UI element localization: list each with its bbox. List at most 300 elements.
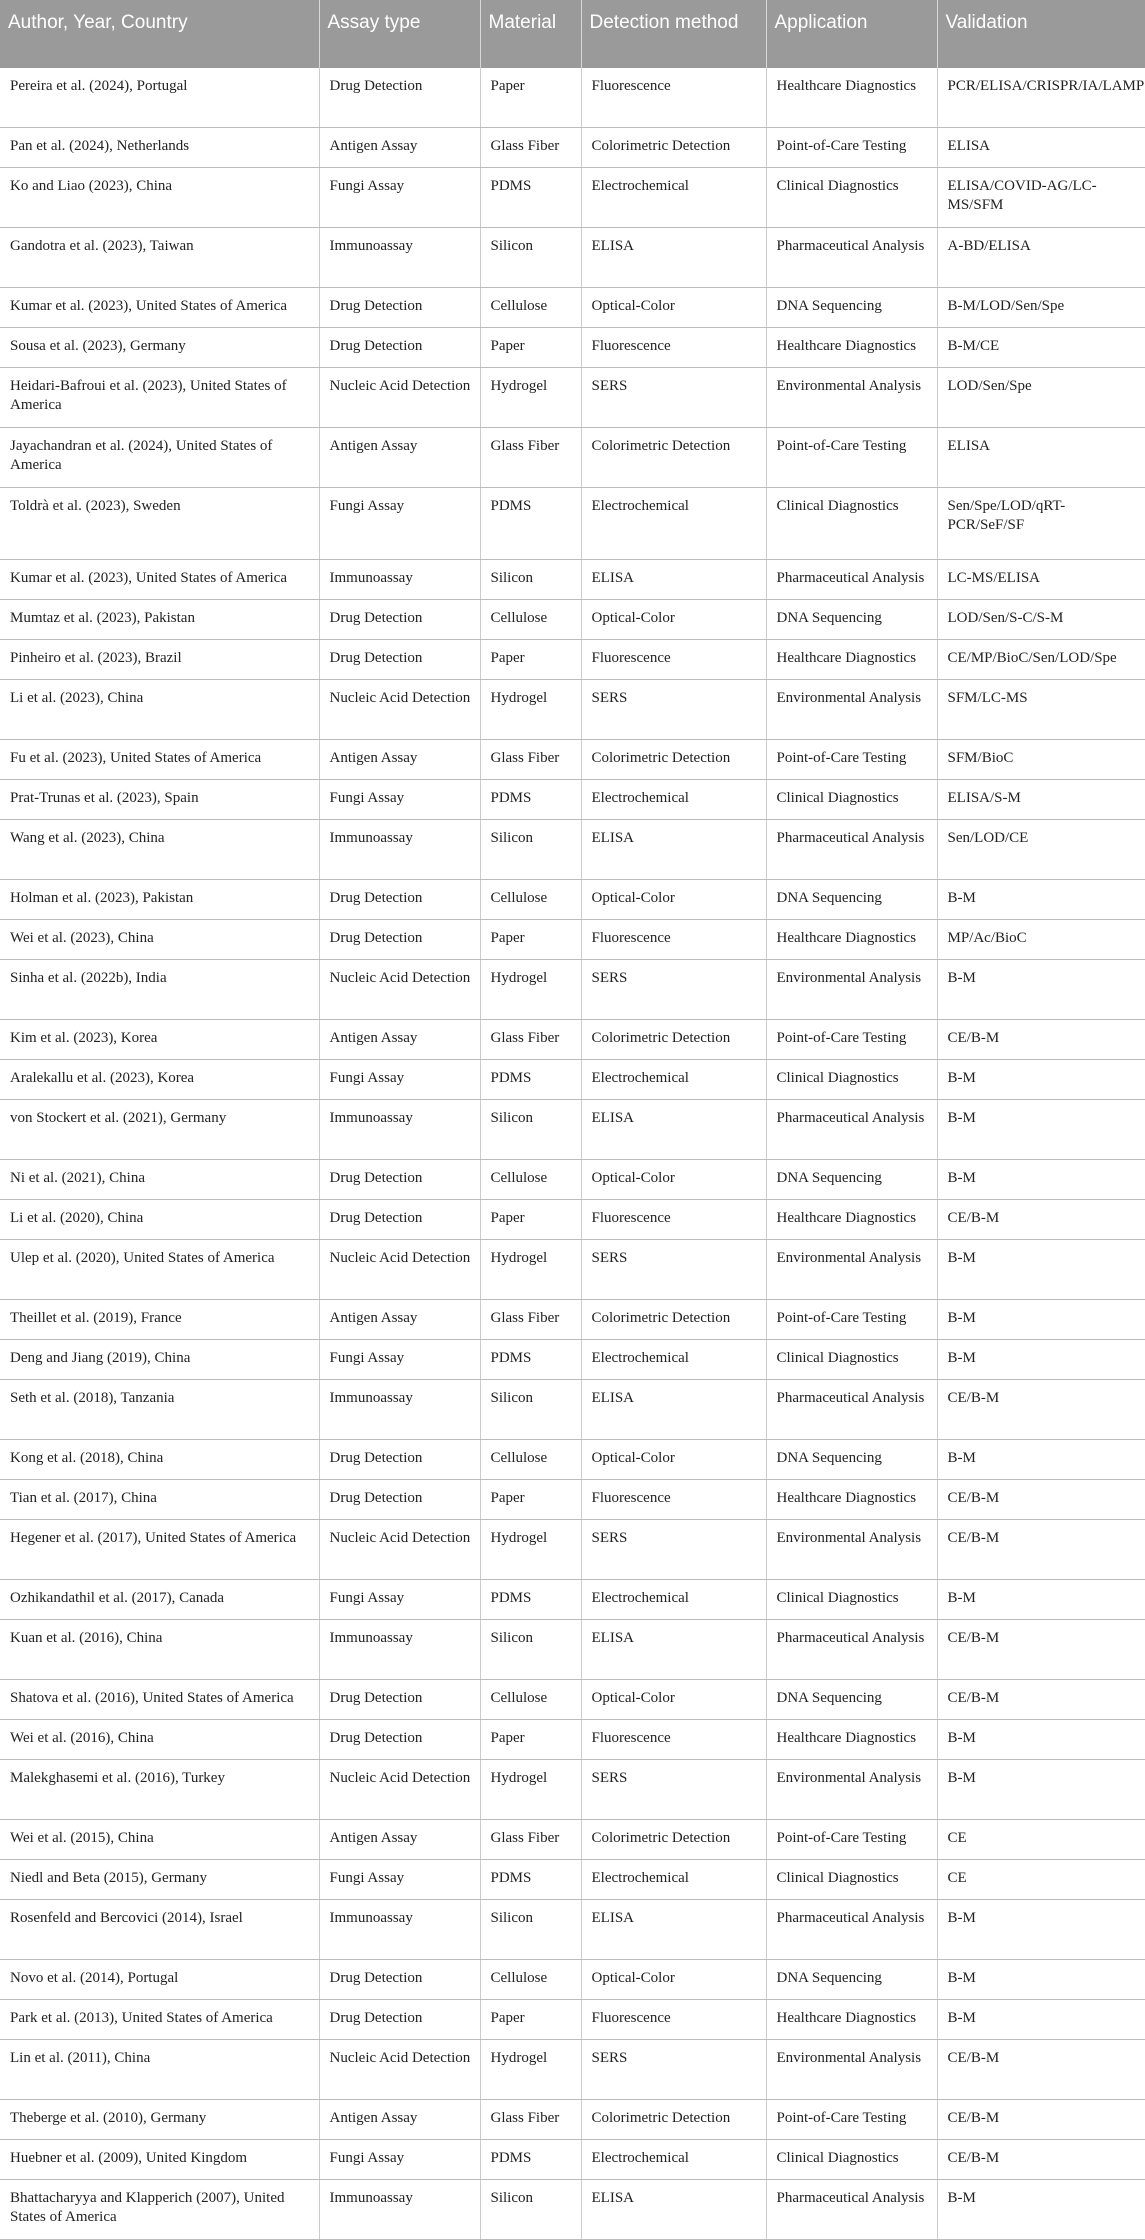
cell-application: DNA Sequencing [766,1440,937,1480]
cell-material: Hydrogel [480,680,581,740]
cell-author: Lin et al. (2011), China [0,2040,319,2100]
cell-validation: Sen/Spe/LOD/qRT-PCR/SeF/SF [937,488,1145,560]
cell-validation: B-M [937,880,1145,920]
cell-detection-method: Fluorescence [581,1720,766,1760]
table-row [0,328,1145,368]
cell-application: Clinical Diagnostics [766,1860,937,1900]
cell-application: Healthcare Diagnostics [766,2000,937,2040]
cell-application: Clinical Diagnostics [766,488,937,560]
cell-application: Point-of-Care Testing [766,128,937,168]
cell-material: Cellulose [480,1440,581,1480]
table-row [0,1340,1145,1380]
cell-detection-method: SERS [581,2040,766,2100]
cell-material: Cellulose [480,1160,581,1200]
cell-detection-method: Electrochemical [581,1860,766,1900]
cell-author: Theberge et al. (2010), Germany [0,2100,319,2140]
cell-application: Environmental Analysis [766,368,937,428]
cell-application: DNA Sequencing [766,288,937,328]
cell-assay-type: Drug Detection [319,1200,480,1240]
cell-material: Silicon [480,1900,581,1960]
cell-validation: ELISA/S-M [937,780,1145,820]
cell-material: Glass Fiber [480,128,581,168]
cell-validation: LOD/Sen/Spe [937,368,1145,428]
header-application: Application [766,0,937,68]
cell-material: Cellulose [480,1960,581,2000]
cell-assay-type: Nucleic Acid Detection [319,1760,480,1820]
cell-validation: CE/MP/BioC/Sen/LOD/Spe [937,640,1145,680]
cell-material: Glass Fiber [480,740,581,780]
cell-validation: B-M [937,1300,1145,1340]
cell-detection-method: Colorimetric Detection [581,1300,766,1340]
table-row [0,2000,1145,2040]
cell-detection-method: ELISA [581,1620,766,1680]
table-row [0,488,1145,560]
cell-application: Clinical Diagnostics [766,1340,937,1380]
cell-assay-type: Antigen Assay [319,128,480,168]
cell-assay-type: Drug Detection [319,640,480,680]
cell-validation: CE/B-M [937,2100,1145,2140]
cell-material: Paper [480,1480,581,1520]
cell-validation: ELISA [937,128,1145,168]
cell-author: Theillet et al. (2019), France [0,1300,319,1340]
cell-detection-method: ELISA [581,1380,766,1440]
cell-material: Cellulose [480,288,581,328]
table-row [0,1240,1145,1300]
cell-validation: PCR/ELISA/CRISPR/IA/LAMP [937,68,1145,128]
cell-application: DNA Sequencing [766,1160,937,1200]
table-row [0,368,1145,428]
cell-material: PDMS [480,780,581,820]
cell-assay-type: Immunoassay [319,228,480,288]
cell-validation: B-M [937,960,1145,1020]
cell-validation: B-M [937,2180,1145,2240]
cell-validation: B-M [937,1440,1145,1480]
cell-material: PDMS [480,1860,581,1900]
cell-assay-type: Antigen Assay [319,1820,480,1860]
cell-assay-type: Nucleic Acid Detection [319,680,480,740]
cell-assay-type: Immunoassay [319,1100,480,1160]
cell-author: Tian et al. (2017), China [0,1480,319,1520]
cell-application: Environmental Analysis [766,1760,937,1820]
cell-author: Li et al. (2020), China [0,1200,319,1240]
cell-application: DNA Sequencing [766,1960,937,2000]
cell-validation: CE/B-M [937,2040,1145,2100]
cell-material: PDMS [480,168,581,228]
cell-validation: B-M/LOD/Sen/Spe [937,288,1145,328]
cell-assay-type: Fungi Assay [319,168,480,228]
cell-application: Point-of-Care Testing [766,428,937,488]
cell-detection-method: Optical-Color [581,288,766,328]
cell-detection-method: Optical-Color [581,1160,766,1200]
table-row [0,1020,1145,1060]
cell-author: Kong et al. (2018), China [0,1440,319,1480]
cell-assay-type: Nucleic Acid Detection [319,2040,480,2100]
cell-application: Pharmaceutical Analysis [766,1380,937,1440]
table-row [0,1860,1145,1900]
cell-detection-method: SERS [581,680,766,740]
cell-detection-method: Optical-Color [581,600,766,640]
cell-author: Prat-Trunas et al. (2023), Spain [0,780,319,820]
cell-assay-type: Drug Detection [319,1960,480,2000]
table-row [0,1160,1145,1200]
cell-application: Clinical Diagnostics [766,780,937,820]
cell-application: Environmental Analysis [766,2040,937,2100]
cell-assay-type: Drug Detection [319,1680,480,1720]
table-row [0,228,1145,288]
cell-application: Clinical Diagnostics [766,168,937,228]
cell-application: DNA Sequencing [766,600,937,640]
cell-application: Environmental Analysis [766,680,937,740]
cell-application: Environmental Analysis [766,1240,937,1300]
cell-validation: B-M [937,2000,1145,2040]
cell-material: Hydrogel [480,2040,581,2100]
cell-detection-method: Optical-Color [581,1680,766,1720]
cell-author: Gandotra et al. (2023), Taiwan [0,228,319,288]
cell-detection-method: Optical-Color [581,1960,766,2000]
cell-validation: Sen/LOD/CE [937,820,1145,880]
table-row [0,1380,1145,1440]
cell-validation: LC-MS/ELISA [937,560,1145,600]
cell-detection-method: Fluorescence [581,1480,766,1520]
cell-validation: B-M [937,1960,1145,2000]
cell-author: Wang et al. (2023), China [0,820,319,880]
cell-assay-type: Drug Detection [319,1720,480,1760]
cell-author: Bhattacharyya and Klapperich (2007), United States of America [0,2180,319,2240]
cell-detection-method: SERS [581,1240,766,1300]
cell-validation: B-M/CE [937,328,1145,368]
table-row [0,2180,1145,2240]
cell-author: von Stockert et al. (2021), Germany [0,1100,319,1160]
cell-author: Sinha et al. (2022b), India [0,960,319,1020]
cell-assay-type: Nucleic Acid Detection [319,960,480,1020]
header-row [0,0,1145,68]
cell-validation: ELISA [937,428,1145,488]
cell-assay-type: Drug Detection [319,880,480,920]
cell-material: Cellulose [480,880,581,920]
cell-application: Pharmaceutical Analysis [766,1100,937,1160]
cell-assay-type: Drug Detection [319,328,480,368]
cell-author: Ulep et al. (2020), United States of America [0,1240,319,1300]
cell-material: Silicon [480,1100,581,1160]
table-row [0,428,1145,488]
cell-material: Silicon [480,560,581,600]
cell-assay-type: Nucleic Acid Detection [319,1240,480,1300]
cell-material: Glass Fiber [480,2100,581,2140]
cell-author: Mumtaz et al. (2023), Pakistan [0,600,319,640]
cell-detection-method: Optical-Color [581,880,766,920]
cell-application: Clinical Diagnostics [766,1060,937,1100]
cell-detection-method: SERS [581,1760,766,1820]
cell-detection-method: Fluorescence [581,68,766,128]
cell-author: Kumar et al. (2023), United States of America [0,560,319,600]
cell-application: Healthcare Diagnostics [766,640,937,680]
cell-material: Glass Fiber [480,428,581,488]
cell-assay-type: Antigen Assay [319,428,480,488]
cell-application: Environmental Analysis [766,960,937,1020]
cell-detection-method: Colorimetric Detection [581,128,766,168]
table-row [0,820,1145,880]
cell-assay-type: Fungi Assay [319,780,480,820]
cell-detection-method: Colorimetric Detection [581,1820,766,1860]
cell-author: Wei et al. (2015), China [0,1820,319,1860]
cell-validation: B-M [937,1100,1145,1160]
table-row [0,680,1145,740]
cell-application: Pharmaceutical Analysis [766,1900,937,1960]
cell-application: Point-of-Care Testing [766,1300,937,1340]
cell-application: DNA Sequencing [766,1680,937,1720]
cell-validation: B-M [937,1240,1145,1300]
cell-detection-method: SERS [581,960,766,1020]
table-row [0,1520,1145,1580]
cell-assay-type: Antigen Assay [319,1020,480,1060]
cell-assay-type: Immunoassay [319,2180,480,2240]
cell-author: Wei et al. (2016), China [0,1720,319,1760]
table-row [0,1900,1145,1960]
table-row [0,2100,1145,2140]
cell-assay-type: Drug Detection [319,600,480,640]
cell-assay-type: Fungi Assay [319,1860,480,1900]
table-row [0,920,1145,960]
table-row [0,1060,1145,1100]
cell-validation: CE/B-M [937,2140,1145,2180]
header-detection-method: Detection method [581,0,766,68]
cell-material: Hydrogel [480,1760,581,1820]
cell-application: DNA Sequencing [766,880,937,920]
cell-validation: CE/B-M [937,1680,1145,1720]
cell-application: Pharmaceutical Analysis [766,228,937,288]
cell-author: Sousa et al. (2023), Germany [0,328,319,368]
cell-validation: SFM/BioC [937,740,1145,780]
cell-validation: B-M [937,1760,1145,1820]
table-row [0,1480,1145,1520]
cell-author: Aralekallu et al. (2023), Korea [0,1060,319,1100]
cell-application: Pharmaceutical Analysis [766,2180,937,2240]
cell-detection-method: Colorimetric Detection [581,2100,766,2140]
header-material: Material [480,0,581,68]
cell-detection-method: Fluorescence [581,1200,766,1240]
cell-validation: B-M [937,1900,1145,1960]
cell-validation: CE/B-M [937,1620,1145,1680]
cell-author: Holman et al. (2023), Pakistan [0,880,319,920]
cell-author: Deng and Jiang (2019), China [0,1340,319,1380]
cell-validation: LOD/Sen/S-C/S-M [937,600,1145,640]
table-row [0,880,1145,920]
cell-author: Seth et al. (2018), Tanzania [0,1380,319,1440]
table-row [0,1820,1145,1860]
cell-detection-method: Electrochemical [581,488,766,560]
header-validation: Validation [937,0,1145,68]
cell-detection-method: ELISA [581,1900,766,1960]
table-row [0,1760,1145,1820]
cell-detection-method: Electrochemical [581,1060,766,1100]
cell-author: Novo et al. (2014), Portugal [0,1960,319,2000]
cell-validation: CE/B-M [937,1520,1145,1580]
cell-validation: CE/B-M [937,1200,1145,1240]
cell-author: Wei et al. (2023), China [0,920,319,960]
cell-material: Cellulose [480,1680,581,1720]
cell-detection-method: SERS [581,368,766,428]
cell-assay-type: Immunoassay [319,1900,480,1960]
cell-author: Ozhikandathil et al. (2017), Canada [0,1580,319,1620]
cell-detection-method: Optical-Color [581,1440,766,1480]
cell-validation: CE/B-M [937,1380,1145,1440]
cell-material: Paper [480,68,581,128]
cell-detection-method: SERS [581,1520,766,1580]
cell-validation: B-M [937,1580,1145,1620]
cell-material: Paper [480,920,581,960]
cell-material: Cellulose [480,600,581,640]
table-row [0,288,1145,328]
cell-detection-method: Electrochemical [581,168,766,228]
cell-assay-type: Drug Detection [319,288,480,328]
cell-detection-method: ELISA [581,2180,766,2240]
cell-assay-type: Fungi Assay [319,488,480,560]
cell-detection-method: Electrochemical [581,1340,766,1380]
cell-assay-type: Nucleic Acid Detection [319,368,480,428]
table-row [0,740,1145,780]
cell-author: Ko and Liao (2023), China [0,168,319,228]
cell-detection-method: Fluorescence [581,328,766,368]
cell-author: Malekghasemi et al. (2016), Turkey [0,1760,319,1820]
table-row [0,1620,1145,1680]
cell-material: PDMS [480,488,581,560]
cell-material: Silicon [480,1380,581,1440]
cell-validation: CE/B-M [937,1020,1145,1060]
table-row [0,1680,1145,1720]
table-row [0,128,1145,168]
cell-author: Park et al. (2013), United States of America [0,2000,319,2040]
cell-validation: B-M [937,1340,1145,1380]
cell-detection-method: Fluorescence [581,640,766,680]
cell-assay-type: Drug Detection [319,1160,480,1200]
cell-author: Toldrà et al. (2023), Sweden [0,488,319,560]
cell-material: Silicon [480,1620,581,1680]
cell-detection-method: Electrochemical [581,1580,766,1620]
cell-application: Pharmaceutical Analysis [766,560,937,600]
cell-material: Hydrogel [480,368,581,428]
cell-material: Hydrogel [480,960,581,1020]
cell-author: Huebner et al. (2009), United Kingdom [0,2140,319,2180]
cell-author: Kim et al. (2023), Korea [0,1020,319,1060]
cell-assay-type: Antigen Assay [319,740,480,780]
cell-material: Paper [480,1720,581,1760]
cell-detection-method: Colorimetric Detection [581,428,766,488]
cell-author: Pan et al. (2024), Netherlands [0,128,319,168]
table-row [0,1960,1145,2000]
table-row [0,1200,1145,1240]
table-row [0,1100,1145,1160]
cell-assay-type: Drug Detection [319,1440,480,1480]
table-body [0,68,1145,2240]
cell-material: PDMS [480,2140,581,2180]
table-row [0,560,1145,600]
cell-validation: A-BD/ELISA [937,228,1145,288]
cell-application: Point-of-Care Testing [766,740,937,780]
cell-application: Clinical Diagnostics [766,2140,937,2180]
cell-validation: B-M [937,1060,1145,1100]
cell-material: PDMS [480,1340,581,1380]
table-row [0,640,1145,680]
cell-application: Healthcare Diagnostics [766,68,937,128]
table-row [0,2140,1145,2180]
cell-assay-type: Immunoassay [319,820,480,880]
cell-detection-method: ELISA [581,1100,766,1160]
cell-material: Silicon [480,2180,581,2240]
cell-author: Niedl and Beta (2015), Germany [0,1860,319,1900]
table-row [0,600,1145,640]
cell-detection-method: ELISA [581,820,766,880]
cell-material: Paper [480,328,581,368]
cell-validation: B-M [937,1720,1145,1760]
cell-assay-type: Drug Detection [319,920,480,960]
cell-material: PDMS [480,1060,581,1100]
cell-assay-type: Immunoassay [319,560,480,600]
cell-application: Environmental Analysis [766,1520,937,1580]
cell-material: Glass Fiber [480,1300,581,1340]
cell-material: Hydrogel [480,1240,581,1300]
table-row [0,1580,1145,1620]
cell-assay-type: Drug Detection [319,1480,480,1520]
cell-assay-type: Fungi Assay [319,2140,480,2180]
cell-application: Point-of-Care Testing [766,1820,937,1860]
cell-material: PDMS [480,1580,581,1620]
cell-validation: SFM/LC-MS [937,680,1145,740]
table-row [0,168,1145,228]
cell-author: Heidari-Bafroui et al. (2023), United States of America [0,368,319,428]
cell-application: Point-of-Care Testing [766,2100,937,2140]
cell-validation: B-M [937,1160,1145,1200]
cell-author: Ni et al. (2021), China [0,1160,319,1200]
cell-validation: CE [937,1820,1145,1860]
cell-detection-method: ELISA [581,560,766,600]
table-row [0,960,1145,1020]
cell-material: Hydrogel [480,1520,581,1580]
cell-assay-type: Immunoassay [319,1620,480,1680]
cell-material: Glass Fiber [480,1020,581,1060]
cell-application: Healthcare Diagnostics [766,920,937,960]
cell-application: Pharmaceutical Analysis [766,820,937,880]
table-row [0,1720,1145,1760]
cell-detection-method: Fluorescence [581,920,766,960]
cell-author: Fu et al. (2023), United States of America [0,740,319,780]
cell-application: Healthcare Diagnostics [766,1720,937,1760]
cell-author: Pinheiro et al. (2023), Brazil [0,640,319,680]
table-row [0,1440,1145,1480]
cell-assay-type: Fungi Assay [319,1580,480,1620]
cell-author: Kumar et al. (2023), United States of America [0,288,319,328]
cell-application: Healthcare Diagnostics [766,328,937,368]
cell-detection-method: Electrochemical [581,2140,766,2180]
cell-author: Rosenfeld and Bercovici (2014), Israel [0,1900,319,1960]
table-row [0,68,1145,128]
header-assay-type: Assay type [319,0,480,68]
cell-application: Healthcare Diagnostics [766,1200,937,1240]
cell-validation: CE/B-M [937,1480,1145,1520]
cell-assay-type: Fungi Assay [319,1060,480,1100]
cell-assay-type: Drug Detection [319,68,480,128]
cell-material: Glass Fiber [480,1820,581,1860]
cell-author: Li et al. (2023), China [0,680,319,740]
cell-detection-method: Electrochemical [581,780,766,820]
cell-author: Hegener et al. (2017), United States of America [0,1520,319,1580]
cell-application: Pharmaceutical Analysis [766,1620,937,1680]
cell-material: Paper [480,640,581,680]
cell-assay-type: Nucleic Acid Detection [319,1520,480,1580]
cell-author: Jayachandran et al. (2024), United States of America [0,428,319,488]
table-row [0,1300,1145,1340]
cell-application: Healthcare Diagnostics [766,1480,937,1520]
cell-application: Clinical Diagnostics [766,1580,937,1620]
